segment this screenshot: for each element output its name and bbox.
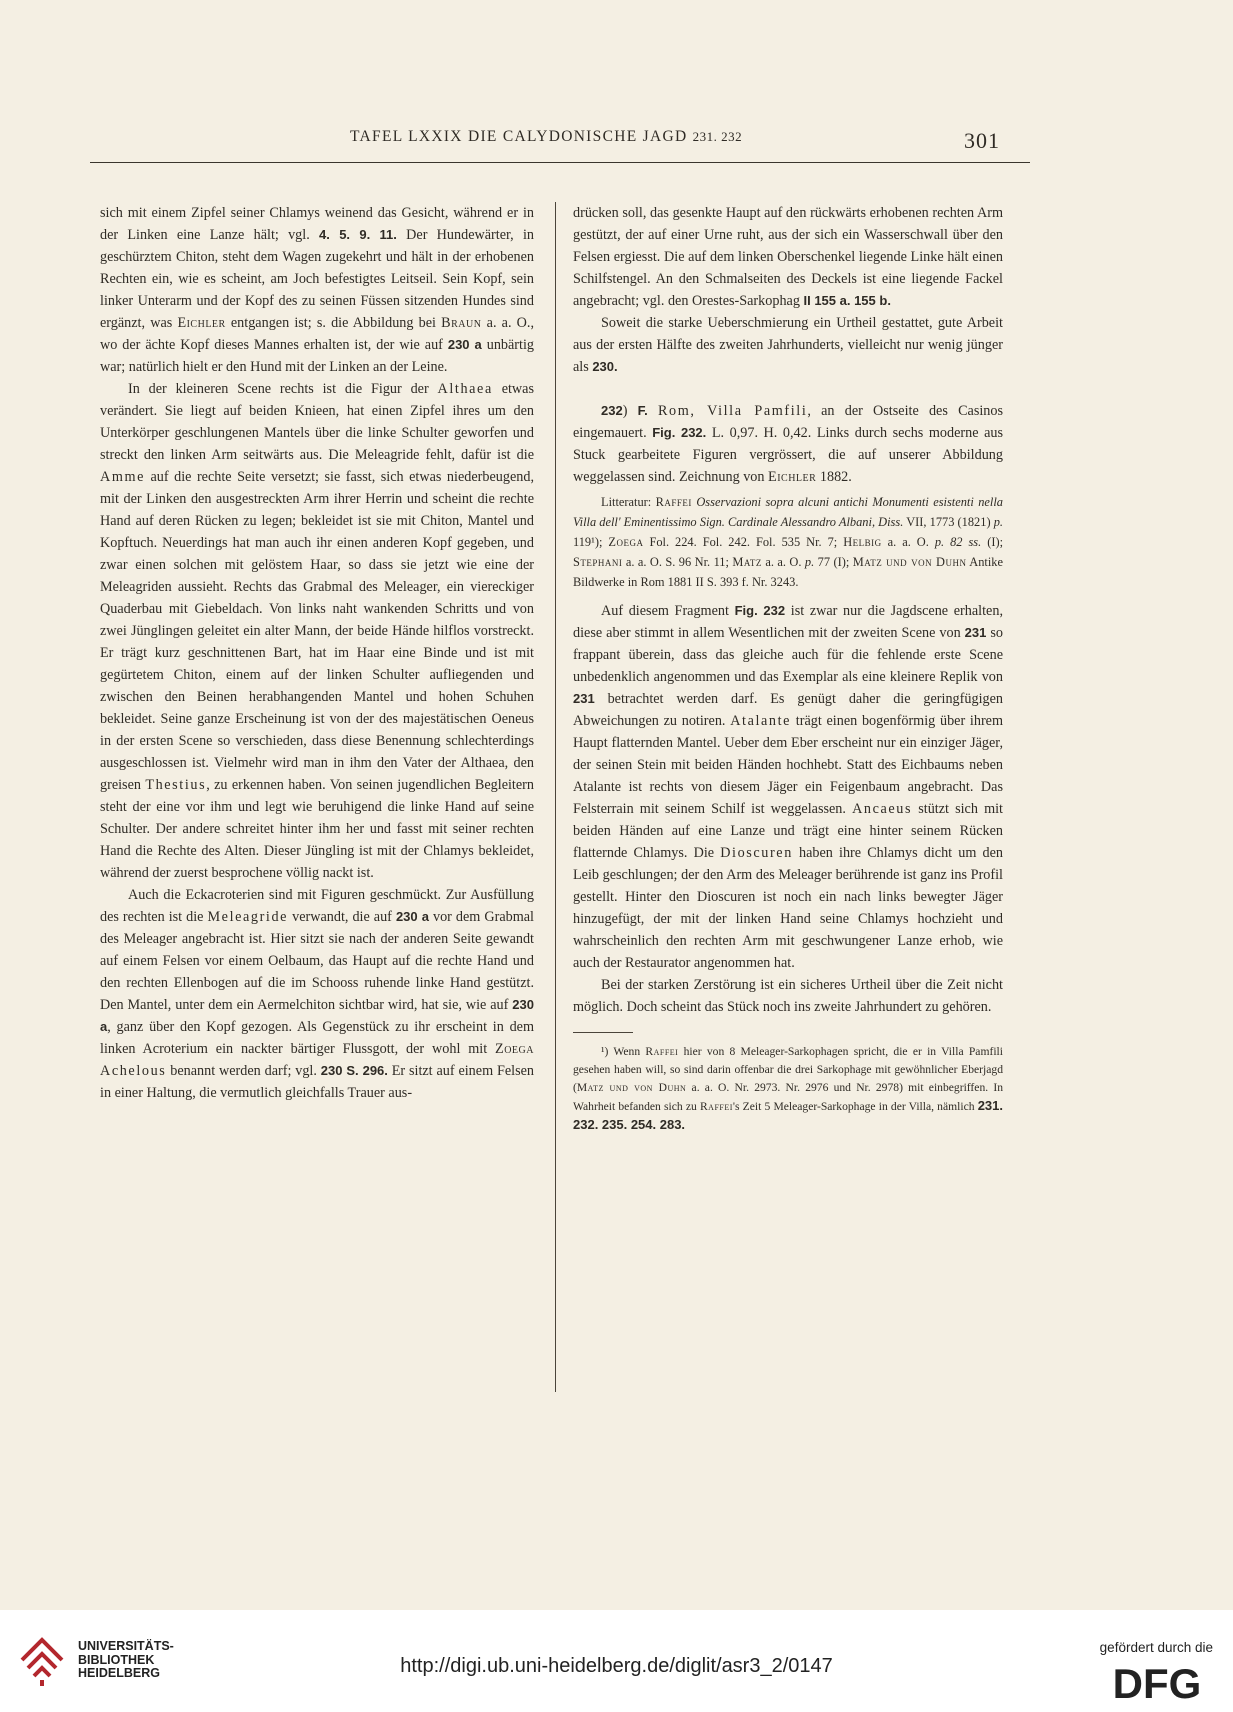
- dfg-logo-text: DFG: [1112, 1662, 1202, 1702]
- text-run: entgangen ist; s. die Abbildung bei: [225, 315, 442, 331]
- author-name: Eichler: [177, 315, 226, 331]
- author-name: Raffei: [645, 1045, 679, 1058]
- emphasized-name: Achelous: [100, 1063, 167, 1079]
- reference-number: 232: [601, 403, 623, 418]
- text-run: stützt sich mit beiden Händen auf eine Lanze und trägt eine hinter seinem Rücken flatternde Chlamys. Die: [573, 801, 1003, 861]
- text-run: trägt einen bogenförmig über ihrem Haupt flatternden Mantel. Ueber dem Eber erscheint nur ein einziger Jäger, der seinen Stein mit beiden Händen hochhebt. Statt des Eichbaums neben Atalante ist rechts von diesem Jäger ein Feigenbaum angebracht. Das Felsterrain mit seinem Schilf ist weggelassen.: [573, 713, 1004, 817]
- paragraph: [100, 378, 534, 884]
- paragraph: [573, 202, 1003, 312]
- italic-title: Osservazioni sopra alcuni antichi Monumenti esistenti nella Villa dell' Eminentissimo Sign. Cardinale Alessandro Albani, Diss.: [573, 495, 1003, 529]
- text-run: Der Hundewärter, in geschürztem Chiton, steht dem Wagen zugekehrt und hält in der erhobenen Rechten ein, wie es scheint, am Joch befestigtes Leitseil. Sein Kopf, sein linker Unterarm und der Kopf des zu seinen Füssen sitzenden Hundes sind ergänzt, was: [100, 227, 535, 331]
- author-name: Eichler: [768, 469, 817, 485]
- text-run: unbärtig war; natürlich hielt er den Hund mit der Linken an der Leine.: [100, 337, 535, 375]
- text-run: etwas verändert. Sie liegt auf beiden Knieen, hat einen Zipfel ihres um den Unterkörper geschlungenen Mantels über die linke Schulter geworfen und streckt den linken Arm seitwärts aus. Die Meleagride fehlt, dafür ist die: [100, 381, 534, 463]
- text-run: benannt werden darf; vgl.: [166, 1063, 321, 1079]
- text-run: , zu erkennen haben. Von seinen jugendlichen Begleitern steht der eine vor ihm und legt wie beruhigend die linke Hand auf seine Schulter. Der andere schreitet hinter ihm her und fasst mit seiner rechten Hand die Rechte des Alten. Dieser Jüngling ist mit der Chlamys bekleidet, während der zuerst besprochene völlig nackt ist.: [100, 777, 534, 881]
- text-run: ist zwar nur die Jagdscene erhalten, diese aber stimmt in allem Wesentlichen mit der zweiten Scene von: [573, 603, 1003, 641]
- text-run: (I);: [981, 535, 1004, 549]
- library-name-line: UNIVERSITÄTS-: [78, 1639, 174, 1653]
- text-run: VII, 1773 (1821): [903, 515, 994, 529]
- author-name: Zoega: [495, 1041, 534, 1057]
- emphasized-name: Thestius: [145, 777, 207, 793]
- text-run: 77 (I);: [814, 555, 853, 569]
- author-name: Raffei: [699, 1100, 733, 1113]
- text-run: Antike Bildwerke in Rom 1881 II S. 393 f. Nr. 3243.: [573, 555, 1003, 589]
- reference-number: 231: [964, 625, 987, 640]
- reference-number: 230.: [592, 359, 618, 374]
- text-run: [648, 403, 658, 419]
- text-run: betrachtet werden darf. Es genügt daher die geringfügigen Abweichungen zu notiren.: [573, 691, 1003, 729]
- dfg-logo-icon: [1101, 1662, 1213, 1702]
- emphasized-name: Meleagride: [207, 909, 289, 925]
- emphasized-name: Amme: [100, 469, 146, 485]
- text-run: a. a. O. S. 96 Nr. 11;: [622, 555, 733, 569]
- column-divider: [555, 202, 556, 1392]
- text-run: hier von 8 Meleager-Sarkophagen spricht, die er in Villa Pamfili gesehen haben will, so sind darin offenbar die drei Sarkophage mit gewöhnlicher Eberjagd (: [573, 1045, 1003, 1094]
- left-column: [100, 202, 534, 1104]
- reference-number: 230 a: [100, 997, 534, 1034]
- reference-number: Fig. 232: [734, 603, 786, 618]
- text-run: verwandt, die auf: [288, 909, 396, 925]
- author-name: Zoega: [608, 535, 644, 549]
- permalink-url[interactable]: http://digi.ub.uni-heidelberg.de/diglit/asr3_2/0147: [400, 1655, 833, 1677]
- page-number: 301: [964, 128, 1000, 153]
- footnote-rule: [573, 1032, 633, 1033]
- text-run: drücken soll, das gesenkte Haupt auf den rückwärts erhobenen rechten Arm gestützt, der auf einer Urne ruht, aus der sich ein Wasserschwall über den Felsen ergiesst. Die auf dem linken Oberschenkel liegende Linke hält einen Schilfstengel. An den Schmalseiten des Deckels ist eine liegende Fackel angebracht; vgl. den Orestes-Sarkophag: [573, 205, 1003, 309]
- author-name: Stephani: [573, 555, 623, 569]
- library-name-line: BIBLIOTHEK: [78, 1652, 155, 1667]
- text-run: sich mit einem Zipfel seiner Chlamys weinend das Gesicht, während er in der Linken eine Lanze hält; vgl.: [100, 205, 534, 243]
- text-run: haben ihre Chlamys dicht um den Leib geschlungen; der den Arm des Meleager berührende ist ganz ins Profil gestellt. Hinter den Dioscuren ist noch ein nach links bewegter Jäger hinzugefügt, der mit der linken Hand seine Chlamys hochzieht und wahrscheinlich den rechten Arm mit geschwungener Lanze erhob, wie auch der Restaurator angenommen hat.: [573, 845, 1003, 971]
- text-run: so frappant überein, dass das gleiche auch für die fehlende erste Scene unbedenklich angenommen und das Exemplar als eine kleinere Replik von: [573, 625, 1003, 685]
- text-run: L. 0,97. H. 0,42. Links durch sechs moderne aus Stuck gearbeitete Figuren vergrössert, die auf unserer Abbildung weggelassen sind. Zeichnung von: [573, 425, 1003, 485]
- emphasized-name: Rom, Villa Pamfili: [657, 403, 808, 419]
- text-run: Auf diesem Fragment: [601, 603, 735, 619]
- reference-number: 231: [573, 691, 595, 706]
- reference-number: 231. 232. 235. 254. 283.: [573, 1098, 1003, 1132]
- reference-number: 230 S. 296.: [320, 1063, 388, 1078]
- funding-label: gefördert durch die: [1099, 1640, 1213, 1655]
- text-run: , an der Ostseite des Casinos eingemauert.: [573, 403, 1004, 441]
- text-run: Fol. 224. Fol. 242. Fol. 535 Nr. 7;: [643, 535, 844, 549]
- paragraph: [100, 202, 534, 378]
- text-run: a. a. O. Nr. 2973. Nr. 2976 und Nr. 2978) mit einbegriffen. In Wahrheit befanden sich zu: [573, 1081, 1004, 1113]
- running-title-numbers: 231. 232: [692, 129, 743, 144]
- emphasized-name: Ancaeus: [852, 801, 913, 817]
- text-run: , ganz über den Kopf gezogen. Als Gegenstück zu ihr erscheint in dem linken Acroterium ein nackter bärtiger Flussgott, der wohl mit: [100, 1019, 534, 1057]
- text-run: a. a. O., wo der ächte Kopf dieses Mannes erhalten ist, der wie auf: [100, 315, 535, 353]
- author-name: Raffei: [655, 495, 692, 509]
- text-run: ¹) Wenn: [601, 1045, 646, 1058]
- paragraph: [573, 600, 1003, 974]
- paragraph: [573, 974, 1003, 1018]
- text-run: Soweit die starke Ueberschmierung ein Urtheil gestattet, gute Arbeit aus der ersten Hälfte des zweiten Jahrhunderts, vielleicht nur wenig jünger als: [573, 315, 1003, 375]
- text-run: 's Zeit 5 Meleager-Sarkophage in der Villa, nämlich: [732, 1100, 978, 1113]
- author-name: Matz und von Duhn: [576, 1081, 687, 1094]
- running-title: [350, 128, 742, 146]
- paragraph: [100, 884, 534, 1104]
- text-run: In der kleineren Scene rechts ist die Figur der: [128, 381, 438, 397]
- italic-title: p.: [993, 515, 1003, 529]
- text-run: auf die rechte Seite versetzt; sie fasst, sich etwas niederbeugend, mit der Linken den ausgestreckten Arm ihrer Herrin und scheint die rechte Hand auf deren Rücken zu legen; bekleidet ist sie mit Chiton, Mantel und Kopftuch. Neuerdings hat man auch ihr einen anderen Kopf gegeben, und zwar einen solchen mit gelöstem Haar, so dass sie jetzt wie eine der Meleagriden aussieht. Rechts das Grabmal des Meleager, ein viereckiger Quaderbau mit Giebeldach. Von links naht wankenden Schritts und von zwei Jünglingen geleitet ein alter Mann, der beide Hände hilflos vorstreckt. Er trägt kurz geschnittenen Bart, hat im Haar eine Binde und ist mit gegürtetem Chiton, einem auf der linken Schulter aufliegenden und zwischen den Beinen herabhangenden Mantel und hohen Schuhen bekleidet. Seine ganze Erscheinung ist von der des majestätischen Oeneus in der ersten Scene so verschieden, dass diese Benennung schlechterdings ausgeschlossen ist. Vielmehr wird man in ihm den Vater der Althaea, den greisen: [100, 469, 534, 793]
- author-name: Helbig: [843, 535, 882, 549]
- author-name: Matz und von Duhn: [852, 555, 967, 569]
- page-footer: [0, 1610, 1233, 1712]
- running-title-text: TAFEL LXXIX DIE CALYDONISCHE JAGD: [350, 128, 688, 145]
- emphasized-name: Althaea: [437, 381, 493, 397]
- library-name-line: HEIDELBERG: [78, 1666, 160, 1680]
- paragraph: [573, 312, 1003, 378]
- footnote: [573, 1043, 1003, 1135]
- emphasized-name: Atalante: [730, 713, 792, 729]
- text-run: a. a. O.: [881, 535, 935, 549]
- reference-number: F.: [637, 403, 648, 418]
- text-run: 119¹);: [573, 535, 609, 549]
- text-run: Bei der starken Zerstörung ist ein sicheres Urtheil über die Zeit nicht möglich. Doch scheint das Stück noch ins zweite Jahrhundert zu gehören.: [573, 977, 1003, 1015]
- reference-number: 4. 5. 9. 11.: [319, 227, 397, 242]
- italic-title: p.: [804, 555, 815, 569]
- text-run: Auch die Eckacroterien sind mit Figuren geschmückt. Zur Ausfüllung des rechten ist die: [100, 887, 534, 925]
- text-run: ): [622, 403, 638, 419]
- author-name: Braun: [441, 315, 482, 331]
- author-name: Matz: [732, 555, 762, 569]
- page-header: [90, 122, 1030, 163]
- right-column: [573, 202, 1003, 1135]
- reference-number: 230 a: [447, 337, 482, 352]
- text-run: Er sitzt auf einem Felsen in einer Haltung, die vermutlich gleichfalls Trauer aus-: [100, 1063, 535, 1101]
- literature-references: [573, 492, 1003, 592]
- text-run: a. a. O.: [761, 555, 805, 569]
- text-run: 1882.: [816, 469, 852, 485]
- reference-number: II 155 a. 155 b.: [803, 293, 891, 308]
- text-run: vor dem Grabmal des Meleager angebracht ist. Hier sitzt sie nach der anderen Seite gewandt auf einem Felsen vor einem Oelbaum, das Haupt auf die rechte Hand und den rechten Ellenbogen auf die im Schooss ruhende linke Hand gestützt. Den Mantel, unter dem ein Aermelchiton sichtbar wird, hat sie, wie auf: [100, 909, 534, 1013]
- text-run: Litteratur:: [601, 495, 656, 509]
- emphasized-name: Dioscuren: [720, 845, 793, 861]
- reference-number: 230 a: [395, 909, 429, 924]
- italic-title: p. 82 ss.: [934, 535, 982, 549]
- reference-number: Fig. 232.: [652, 425, 707, 440]
- catalogue-entry-232: [573, 400, 1003, 488]
